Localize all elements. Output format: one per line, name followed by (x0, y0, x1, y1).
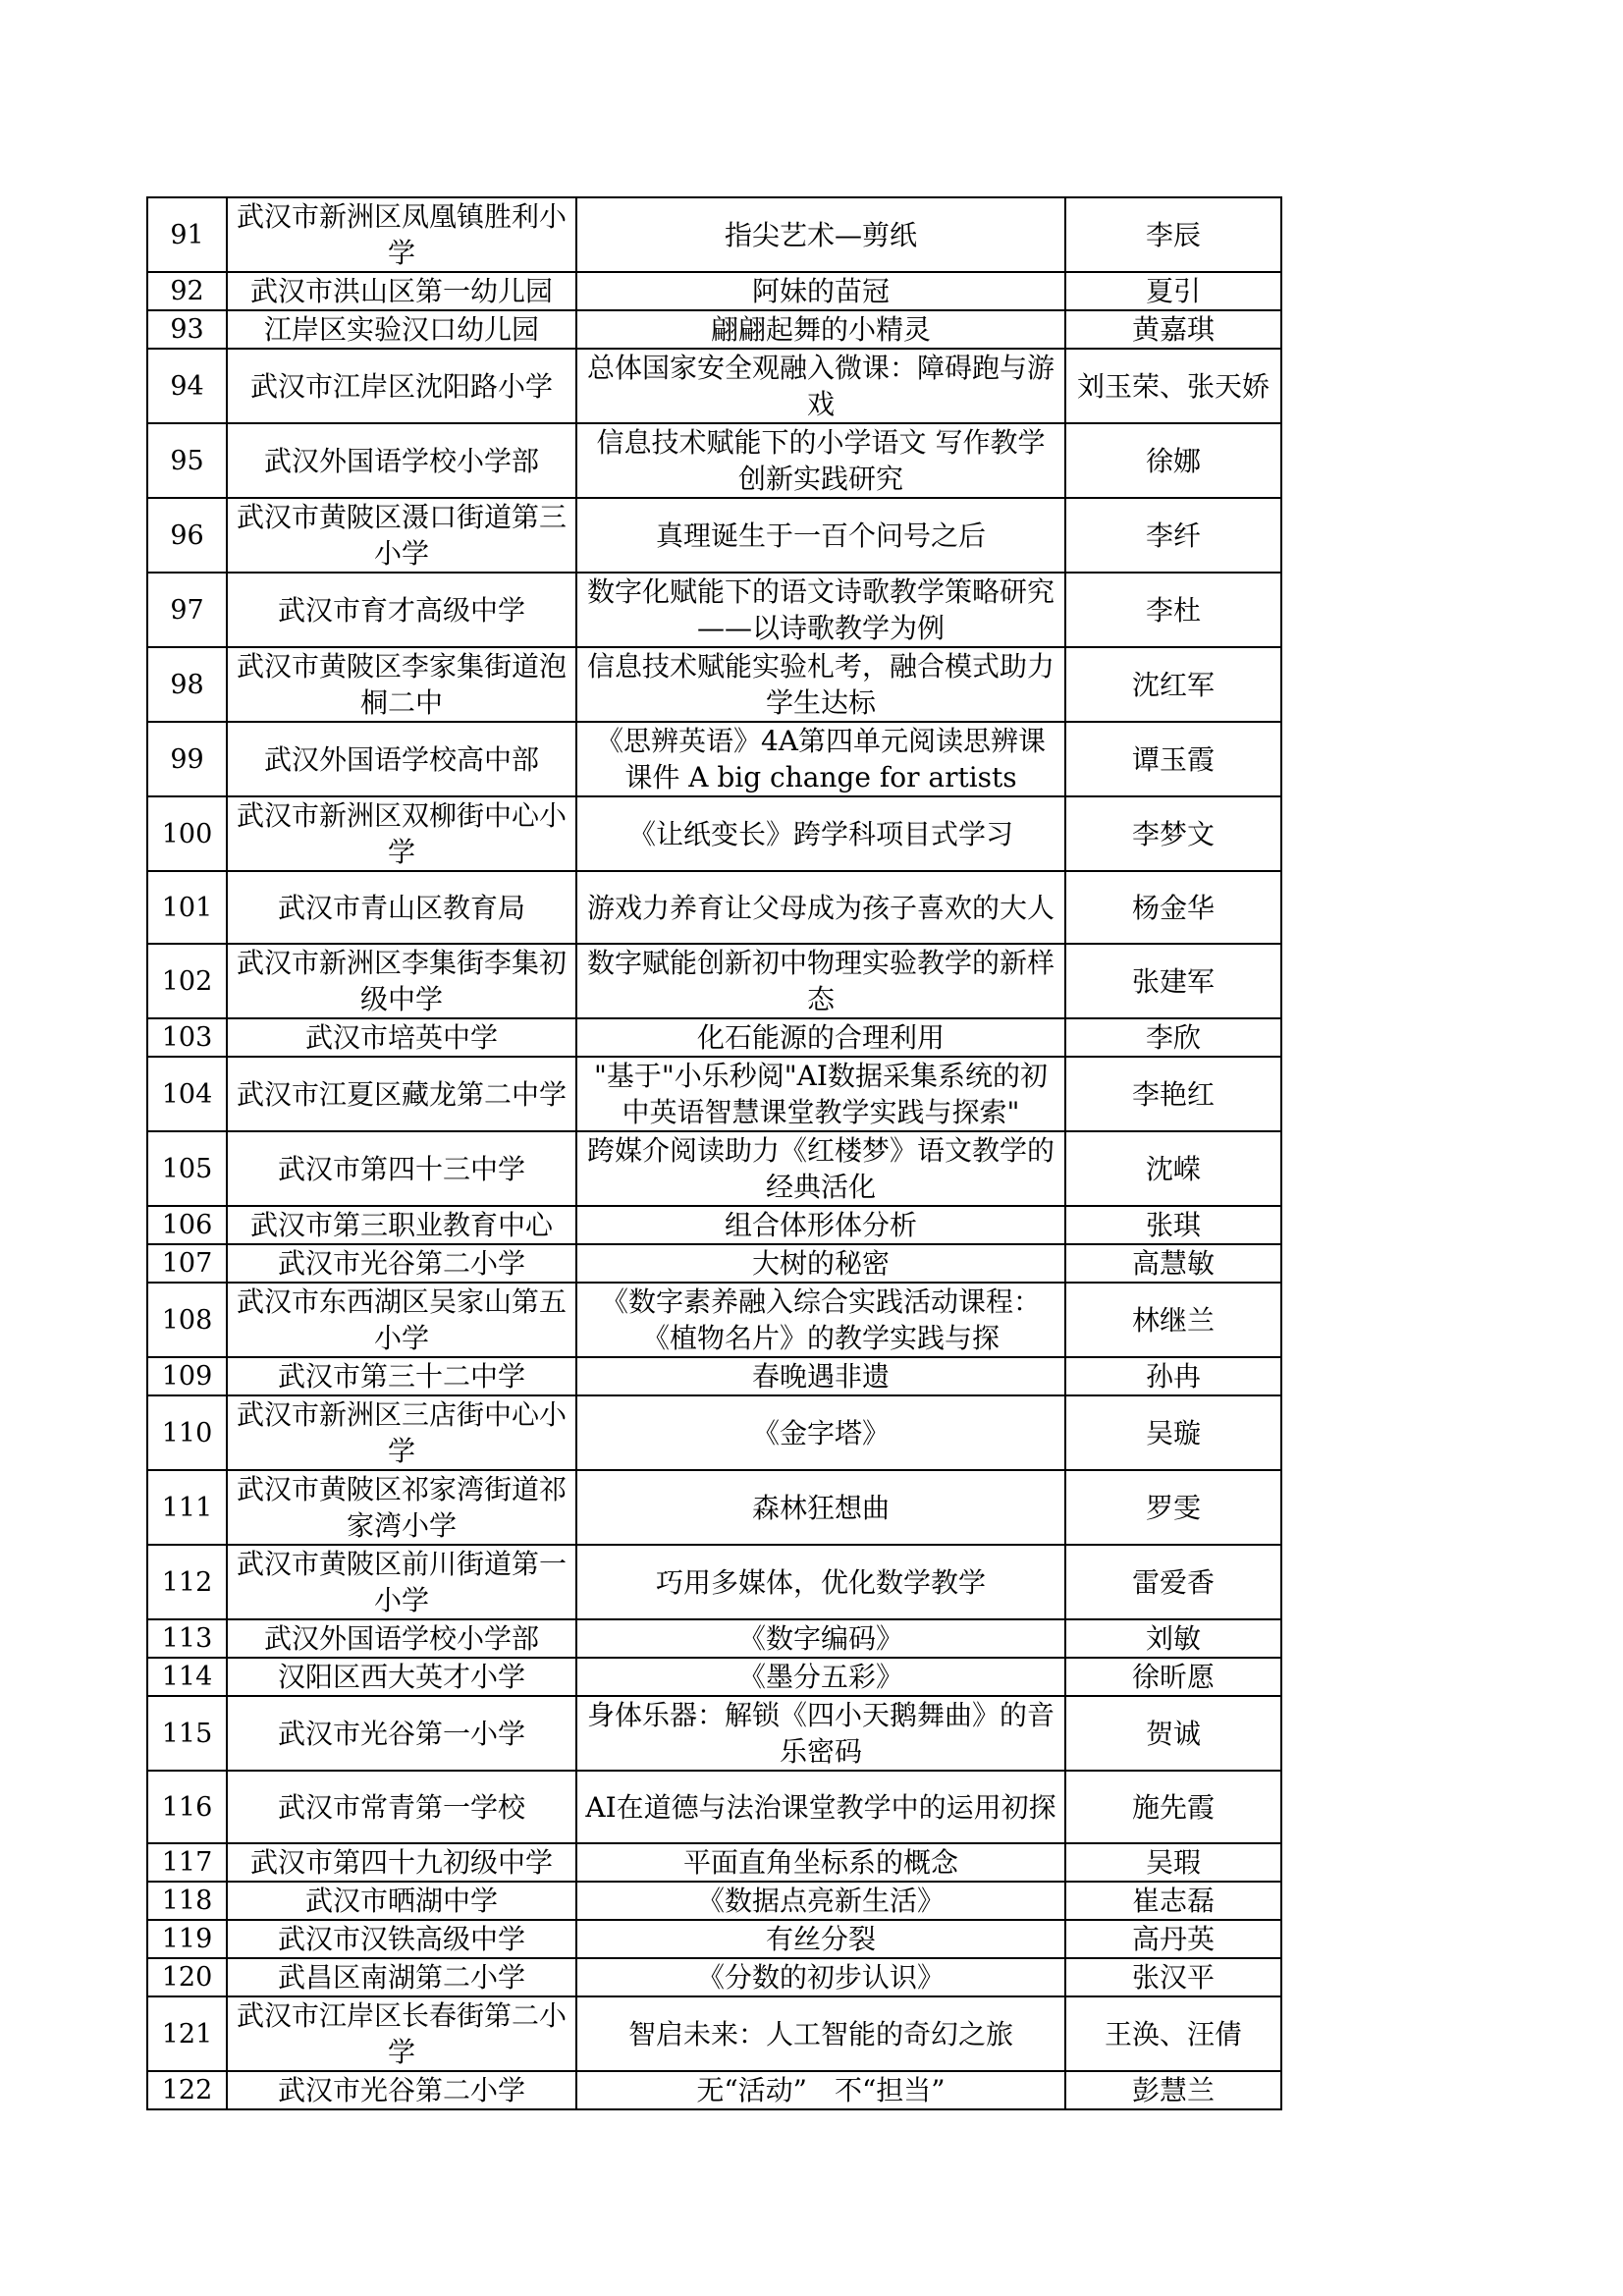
work-title-cell: AI在道德与法治课堂教学中的运用初探 (576, 1771, 1065, 1843)
teacher-name-cell: 雷爱香 (1065, 1545, 1281, 1619)
work-title-cell: 森林狂想曲 (576, 1470, 1065, 1545)
teacher-name-cell: 吴瑕 (1065, 1843, 1281, 1882)
row-number-cell: 101 (147, 871, 227, 944)
table-row (147, 1996, 1281, 2071)
school-name-cell: 武汉市江岸区沈阳路小学 (227, 349, 576, 423)
award-list-table (146, 196, 1282, 2110)
school-name-cell: 武汉市第三职业教育中心 (227, 1206, 576, 1244)
row-number-cell: 93 (147, 310, 227, 349)
school-name-cell: 武汉市培英中学 (227, 1018, 576, 1057)
table-row (147, 1882, 1281, 1920)
work-title-cell: 无“活动” 不“担当” (576, 2071, 1065, 2109)
row-number-cell: 112 (147, 1545, 227, 1619)
row-number-cell: 100 (147, 796, 227, 871)
work-title-cell: 《思辨英语》4A第四单元阅读思辨课课件 A big change for artists (576, 722, 1065, 796)
school-name-cell: 武汉市洪山区第一幼儿园 (227, 272, 576, 310)
work-title-cell: 组合体形体分析 (576, 1206, 1065, 1244)
row-number-cell: 118 (147, 1882, 227, 1920)
table-row (147, 197, 1281, 272)
school-name-cell: 武汉市常青第一学校 (227, 1771, 576, 1843)
row-number-cell: 94 (147, 349, 227, 423)
work-title-cell: 指尖艺术—剪纸 (576, 197, 1065, 272)
school-name-cell: 汉阳区西大英才小学 (227, 1658, 576, 1696)
table-row (147, 498, 1281, 573)
table-row (147, 944, 1281, 1018)
row-number-cell: 121 (147, 1996, 227, 2071)
school-name-cell: 武汉市青山区教育局 (227, 871, 576, 944)
school-name-cell: 武汉市第三十二中学 (227, 1357, 576, 1395)
teacher-name-cell: 谭玉霞 (1065, 722, 1281, 796)
table-row (147, 1357, 1281, 1395)
row-number-cell: 122 (147, 2071, 227, 2109)
school-name-cell: 武汉市东西湖区吴家山第五小学 (227, 1283, 576, 1357)
teacher-name-cell: 徐昕愿 (1065, 1658, 1281, 1696)
teacher-name-cell: 吴璇 (1065, 1395, 1281, 1470)
work-title-cell: 智启未来：人工智能的奇幻之旅 (576, 1996, 1065, 2071)
table-row (147, 1920, 1281, 1958)
work-title-cell: 信息技术赋能下的小学语文 写作教学创新实践研究 (576, 423, 1065, 498)
school-name-cell: 武汉市江岸区长春街第二小学 (227, 1996, 576, 2071)
school-name-cell: 武汉市光谷第一小学 (227, 1696, 576, 1771)
work-title-cell: 身体乐器：解锁《四小天鹅舞曲》的音乐密码 (576, 1696, 1065, 1771)
school-name-cell: 武汉市黄陂区前川街道第一小学 (227, 1545, 576, 1619)
row-number-cell: 115 (147, 1696, 227, 1771)
table-row (147, 573, 1281, 647)
row-number-cell: 92 (147, 272, 227, 310)
table-row (147, 1131, 1281, 1206)
table-row (147, 1958, 1281, 1996)
teacher-name-cell: 李欣 (1065, 1018, 1281, 1057)
row-number-cell: 119 (147, 1920, 227, 1958)
school-name-cell: 武汉市光谷第二小学 (227, 2071, 576, 2109)
work-title-cell: 《数字编码》 (576, 1619, 1065, 1658)
school-name-cell: 武汉市晒湖中学 (227, 1882, 576, 1920)
school-name-cell: 武汉外国语学校小学部 (227, 1619, 576, 1658)
teacher-name-cell: 罗雯 (1065, 1470, 1281, 1545)
row-number-cell: 113 (147, 1619, 227, 1658)
teacher-name-cell: 李艳红 (1065, 1057, 1281, 1131)
row-number-cell: 96 (147, 498, 227, 573)
school-name-cell: 江岸区实验汉口幼儿园 (227, 310, 576, 349)
row-number-cell: 105 (147, 1131, 227, 1206)
table-row (147, 2071, 1281, 2109)
teacher-name-cell: 夏引 (1065, 272, 1281, 310)
work-title-cell: "基于"小乐秒阅"AI数据采集系统的初中英语智慧课堂教学实践与探索" (576, 1057, 1065, 1131)
teacher-name-cell: 刘敏 (1065, 1619, 1281, 1658)
row-number-cell: 97 (147, 573, 227, 647)
table-row (147, 1696, 1281, 1771)
table-row (147, 647, 1281, 722)
teacher-name-cell: 李杜 (1065, 573, 1281, 647)
table-row (147, 1619, 1281, 1658)
school-name-cell: 武汉市黄陂区滠口街道第三小学 (227, 498, 576, 573)
work-title-cell: 阿妹的苗冠 (576, 272, 1065, 310)
row-number-cell: 104 (147, 1057, 227, 1131)
teacher-name-cell: 孙冉 (1065, 1357, 1281, 1395)
row-number-cell: 98 (147, 647, 227, 722)
teacher-name-cell: 李辰 (1065, 197, 1281, 272)
teacher-name-cell: 高丹英 (1065, 1920, 1281, 1958)
teacher-name-cell: 贺诚 (1065, 1696, 1281, 1771)
teacher-name-cell: 沈嵘 (1065, 1131, 1281, 1206)
table-row (147, 1395, 1281, 1470)
table-row (147, 1057, 1281, 1131)
work-title-cell: 数字赋能创新初中物理实验教学的新样态 (576, 944, 1065, 1018)
row-number-cell: 99 (147, 722, 227, 796)
work-title-cell: 《让纸变长》跨学科项目式学习 (576, 796, 1065, 871)
school-name-cell: 武汉市新洲区双柳街中心小学 (227, 796, 576, 871)
teacher-name-cell: 施先霞 (1065, 1771, 1281, 1843)
table-row (147, 1244, 1281, 1283)
teacher-name-cell: 杨金华 (1065, 871, 1281, 944)
table-row (147, 1658, 1281, 1696)
school-name-cell: 武汉外国语学校小学部 (227, 423, 576, 498)
table-row (147, 1545, 1281, 1619)
school-name-cell: 武汉市江夏区藏龙第二中学 (227, 1057, 576, 1131)
row-number-cell: 106 (147, 1206, 227, 1244)
teacher-name-cell: 张建军 (1065, 944, 1281, 1018)
row-number-cell: 111 (147, 1470, 227, 1545)
teacher-name-cell: 张汉平 (1065, 1958, 1281, 1996)
work-title-cell: 翩翩起舞的小精灵 (576, 310, 1065, 349)
teacher-name-cell: 徐娜 (1065, 423, 1281, 498)
table-row (147, 423, 1281, 498)
work-title-cell: 真理诞生于一百个问号之后 (576, 498, 1065, 573)
school-name-cell: 武昌区南湖第二小学 (227, 1958, 576, 1996)
teacher-name-cell: 崔志磊 (1065, 1882, 1281, 1920)
school-name-cell: 武汉市光谷第二小学 (227, 1244, 576, 1283)
work-title-cell: 有丝分裂 (576, 1920, 1065, 1958)
teacher-name-cell: 张琪 (1065, 1206, 1281, 1244)
school-name-cell: 武汉市黄陂区祁家湾街道祁家湾小学 (227, 1470, 576, 1545)
teacher-name-cell: 黄嘉琪 (1065, 310, 1281, 349)
work-title-cell: 《金字塔》 (576, 1395, 1065, 1470)
row-number-cell: 95 (147, 423, 227, 498)
row-number-cell: 117 (147, 1843, 227, 1882)
school-name-cell: 武汉市汉铁高级中学 (227, 1920, 576, 1958)
work-title-cell: 春晚遇非遗 (576, 1357, 1065, 1395)
table-row (147, 722, 1281, 796)
table-row (147, 871, 1281, 944)
school-name-cell: 武汉外国语学校高中部 (227, 722, 576, 796)
work-title-cell: 《墨分五彩》 (576, 1658, 1065, 1696)
teacher-name-cell: 王涣、汪倩 (1065, 1996, 1281, 2071)
teacher-name-cell: 沈红军 (1065, 647, 1281, 722)
table-row (147, 1206, 1281, 1244)
work-title-cell: 平面直角坐标系的概念 (576, 1843, 1065, 1882)
row-number-cell: 108 (147, 1283, 227, 1357)
work-title-cell: 游戏力养育让父母成为孩子喜欢的大人 (576, 871, 1065, 944)
row-number-cell: 114 (147, 1658, 227, 1696)
row-number-cell: 110 (147, 1395, 227, 1470)
table-row (147, 1283, 1281, 1357)
school-name-cell: 武汉市新洲区三店街中心小学 (227, 1395, 576, 1470)
school-name-cell: 武汉市第四十九初级中学 (227, 1843, 576, 1882)
row-number-cell: 107 (147, 1244, 227, 1283)
teacher-name-cell: 刘玉荣、张天娇 (1065, 349, 1281, 423)
work-title-cell: 跨媒介阅读助力《红楼梦》语文教学的经典活化 (576, 1131, 1065, 1206)
row-number-cell: 116 (147, 1771, 227, 1843)
work-title-cell: 信息技术赋能实验札考，融合模式助力学生达标 (576, 647, 1065, 722)
table-row (147, 796, 1281, 871)
award-list-body (147, 197, 1281, 2109)
work-title-cell: 巧用多媒体，优化数学教学 (576, 1545, 1065, 1619)
teacher-name-cell: 李纤 (1065, 498, 1281, 573)
row-number-cell: 120 (147, 1958, 227, 1996)
work-title-cell: 《数据点亮新生活》 (576, 1882, 1065, 1920)
row-number-cell: 103 (147, 1018, 227, 1057)
table-row (147, 310, 1281, 349)
work-title-cell: 《数字素养融入综合实践活动课程：《植物名片》的教学实践与探 (576, 1283, 1065, 1357)
school-name-cell: 武汉市新洲区李集街李集初级中学 (227, 944, 576, 1018)
work-title-cell: 总体国家安全观融入微课：障碍跑与游戏 (576, 349, 1065, 423)
teacher-name-cell: 李梦文 (1065, 796, 1281, 871)
table-row (147, 1771, 1281, 1843)
table-row (147, 1018, 1281, 1057)
table-row (147, 1470, 1281, 1545)
school-name-cell: 武汉市育才高级中学 (227, 573, 576, 647)
teacher-name-cell: 高慧敏 (1065, 1244, 1281, 1283)
work-title-cell: 化石能源的合理利用 (576, 1018, 1065, 1057)
teacher-name-cell: 彭慧兰 (1065, 2071, 1281, 2109)
row-number-cell: 109 (147, 1357, 227, 1395)
school-name-cell: 武汉市黄陂区李家集街道泡桐二中 (227, 647, 576, 722)
teacher-name-cell: 林继兰 (1065, 1283, 1281, 1357)
school-name-cell: 武汉市新洲区凤凰镇胜利小学 (227, 197, 576, 272)
table-row (147, 272, 1281, 310)
work-title-cell: 《分数的初步认识》 (576, 1958, 1065, 1996)
school-name-cell: 武汉市第四十三中学 (227, 1131, 576, 1206)
work-title-cell: 大树的秘密 (576, 1244, 1065, 1283)
row-number-cell: 91 (147, 197, 227, 272)
work-title-cell: 数字化赋能下的语文诗歌教学策略研究 ——以诗歌教学为例 (576, 573, 1065, 647)
row-number-cell: 102 (147, 944, 227, 1018)
table-row (147, 1843, 1281, 1882)
table-row (147, 349, 1281, 423)
